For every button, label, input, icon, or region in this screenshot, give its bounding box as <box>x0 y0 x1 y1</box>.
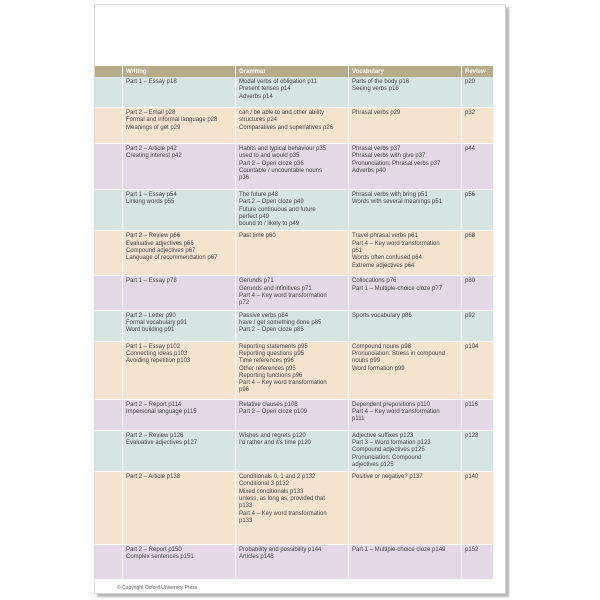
grammar-cell <box>236 77 349 108</box>
vocabulary-cell <box>349 231 462 276</box>
grammar-cell <box>236 190 349 231</box>
writing-cell <box>123 144 236 190</box>
unit-cell <box>95 77 123 108</box>
grammar-line: can / be able to and other ability <box>239 110 325 116</box>
vocabulary-line: Pronunciation: Compound <box>352 454 422 461</box>
vocabulary-line: Phrasal verbs with bring p51 <box>352 192 428 198</box>
vocabulary-line: Phrasal verbs with give p37 <box>352 153 426 160</box>
header-review: Review <box>462 66 494 77</box>
unit-cell <box>95 342 123 400</box>
grammar-line: Time references p96 <box>239 358 294 365</box>
vocabulary-line: Extreme adjectives p64 <box>352 262 415 269</box>
grammar-cell <box>236 276 349 310</box>
vocabulary-cell <box>349 311 462 342</box>
grammar-line: perfect p49 <box>239 213 270 220</box>
writing-cell <box>123 190 236 231</box>
vocabulary-cell <box>349 144 462 190</box>
table-row <box>95 400 494 431</box>
vocabulary-line: Positive or negative? p137 <box>352 474 423 481</box>
writing-line: Part 2 – Letter p90 <box>126 312 176 319</box>
vocabulary-line: p61 <box>352 248 363 255</box>
grammar-line: Part 2 – Open cloze p109 <box>239 408 308 415</box>
grammar-line: have / get something done p85 <box>239 319 322 326</box>
vocabulary-line: Phrasal verbs p37 <box>352 146 401 152</box>
writing-line: Part 2 – Email p28 <box>126 110 176 116</box>
writing-line: Formal vocabulary p91 <box>126 319 188 326</box>
vocabulary-line: p111 <box>352 416 365 423</box>
table-row <box>95 144 494 190</box>
table-row <box>95 545 494 580</box>
grammar-cell <box>236 431 349 472</box>
grammar-line: unless, as long as, provided that <box>239 496 326 503</box>
grammar-line: Part 2 – Open cloze p49 <box>239 199 304 206</box>
writing-line: Part 2 – Report p150 <box>126 547 182 554</box>
vocabulary-cell <box>349 276 462 310</box>
writing-cell <box>123 311 236 342</box>
vocabulary-line: Dependent prepositions p110 <box>352 401 430 408</box>
grammar-cell <box>236 108 349 144</box>
vocabulary-cell <box>349 472 462 545</box>
grammar-cell <box>236 400 349 431</box>
grammar-line: Comparatives and superlatives p26 <box>239 124 334 131</box>
vocabulary-line: Adjective suffixes p123 <box>352 432 414 439</box>
writing-cell <box>123 231 236 276</box>
grammar-line: Part 2 – Open cloze p36 <box>239 160 304 167</box>
vocabulary-line: Pronunciation: Stress in compound <box>352 350 446 357</box>
writing-line: Connecting ideas p103 <box>126 350 188 357</box>
writing-cell <box>123 342 236 400</box>
grammar-line: Part 4 – Key word transformation <box>239 510 327 517</box>
grammar-line: The future p48 <box>239 192 279 198</box>
grammar-line: I'd rather and it's time p120 <box>239 439 311 446</box>
review-cell: p20 <box>462 77 494 108</box>
grammar-line: Future continuous and future <box>239 206 316 213</box>
grammar-line: Reporting functions p96 <box>239 372 303 379</box>
writing-line: Part 2 – Review p66 <box>126 233 181 240</box>
unit-cell <box>95 400 123 431</box>
writing-cell <box>123 431 236 472</box>
grammar-line: p36 <box>239 175 250 182</box>
vocabulary-line: Parts of the body p16 <box>352 79 410 85</box>
header-vocabulary: Vocabulary <box>349 66 462 77</box>
writing-line: Part 1 – Essay p54 <box>126 192 177 198</box>
review-cell: p80 <box>462 276 494 310</box>
vocabulary-line: Collocations p76 <box>352 278 397 285</box>
unit-cell <box>95 231 123 276</box>
table-row <box>95 431 494 472</box>
grammar-line: p96 <box>239 387 250 394</box>
review-cell: p32 <box>462 108 494 144</box>
writing-cell <box>123 472 236 545</box>
review-cell: p140 <box>462 472 494 545</box>
writing-cell <box>123 276 236 310</box>
writing-line: Part 2 – Article p42 <box>126 146 177 152</box>
vocabulary-line: Part 1 – Multiple-choice cloze p77 <box>352 285 443 292</box>
grammar-line: Past time p60 <box>239 233 276 240</box>
vocabulary-line: Part 1 – Multiple-choice cloze p149 <box>352 547 446 554</box>
header-unit <box>95 66 123 77</box>
writing-cell <box>123 400 236 431</box>
writing-line: Avoiding repetition p103 <box>126 358 191 365</box>
vocabulary-line: Part 4 – Key word transformation <box>352 240 440 247</box>
review-cell: p152 <box>462 545 494 580</box>
review-cell: p92 <box>462 311 494 342</box>
table-row <box>95 311 494 342</box>
table-row <box>95 190 494 231</box>
grammar-line: Other references p95 <box>239 365 296 372</box>
writing-line: Word building p91 <box>126 327 175 334</box>
document-page <box>94 4 506 594</box>
unit-cell <box>95 108 123 144</box>
grammar-cell <box>236 545 349 580</box>
writing-line: Part 1 – Essay p18 <box>126 79 177 85</box>
grammar-line: structures p24 <box>239 117 278 124</box>
writing-line: Meanings of get p29 <box>126 124 181 131</box>
vocabulary-cell <box>349 545 462 580</box>
unit-cell <box>95 472 123 545</box>
grammar-line: p133 <box>239 503 253 510</box>
grammar-line: Conditional 3 p132 <box>239 481 290 488</box>
writing-cell <box>123 108 236 144</box>
vocabulary-line: Words often confused p64 <box>352 255 422 262</box>
unit-cell <box>95 144 123 190</box>
table-row <box>95 77 494 108</box>
unit-cell <box>95 545 123 580</box>
unit-cell <box>95 276 123 310</box>
grammar-line: Probability and possibility p144 <box>239 547 322 554</box>
grammar-line: Reporting questions p95 <box>239 350 305 357</box>
grammar-line: Relative clauses p108 <box>239 401 298 408</box>
grammar-line: Adverbs p14 <box>239 93 273 100</box>
vocabulary-line: Words with several meanings p51 <box>352 199 442 206</box>
unit-cell <box>95 190 123 231</box>
writing-line: Part 2 – Report p114 <box>126 401 182 408</box>
writing-line: Complex sentences p151 <box>126 554 194 561</box>
grammar-line: bound to / likely to p49 <box>239 221 300 228</box>
writing-line: Creating interest p42 <box>126 153 182 160</box>
grammar-line: Wishes and regrets p120 <box>239 432 306 439</box>
vocabulary-cell <box>349 77 462 108</box>
table-row <box>95 342 494 400</box>
vocabulary-line: Travel phrasal verbs p61 <box>352 233 418 240</box>
header-writing: Writing <box>123 66 236 77</box>
grammar-line: Countable / uncountable nouns <box>239 167 323 174</box>
vocabulary-line: Compound nouns p98 <box>352 343 412 350</box>
unit-cell <box>95 311 123 342</box>
vocabulary-line: Sports vocabulary p86 <box>352 312 412 319</box>
vocabulary-line: Part 4 – Key word transformation <box>352 408 440 415</box>
review-cell: p68 <box>462 231 494 276</box>
writing-line: Part 2 – Article p138 <box>126 474 181 481</box>
writing-line: Part 2 – Review p126 <box>126 432 184 439</box>
writing-line: Evaluative adjectives p127 <box>126 439 198 446</box>
review-cell: p128 <box>462 431 494 472</box>
grammar-line: Reporting statements p95 <box>239 343 308 350</box>
vocabulary-line: Adverbs p40 <box>352 167 386 174</box>
grammar-line: p133 <box>239 517 253 524</box>
review-cell: p116 <box>462 400 494 431</box>
vocabulary-line: Phrasal verbs p29 <box>352 110 401 116</box>
writing-line: Evaluative adjectives p66 <box>126 240 194 247</box>
table-row <box>95 276 494 310</box>
grammar-line: Habits and typical behaviour p35 <box>239 146 327 152</box>
vocabulary-cell <box>349 190 462 231</box>
vocabulary-cell <box>349 108 462 144</box>
table-row <box>95 108 494 144</box>
grammar-line: Present tenses p14 <box>239 86 291 93</box>
table-row <box>95 472 494 545</box>
grammar-line: Part 4 – Key word transformation <box>239 380 327 387</box>
table-row <box>95 231 494 276</box>
writing-line: Impersonal language p115 <box>126 408 197 415</box>
grammar-cell <box>236 144 349 190</box>
writing-line: Language of recommendation p67 <box>126 255 218 262</box>
grammar-line: Part 4 – Key word transformation <box>239 293 327 300</box>
grammar-line: Passive verbs p84 <box>239 312 289 319</box>
review-cell: p44 <box>462 144 494 190</box>
grammar-line: Gerunds p71 <box>239 278 274 285</box>
writing-line: Formal and informal language p28 <box>126 117 218 124</box>
vocabulary-cell <box>349 431 462 472</box>
header-grammar: Grammar <box>236 66 349 77</box>
writing-line: Part 1 – Essay p78 <box>126 278 177 285</box>
writing-cell <box>123 545 236 580</box>
vocabulary-line: nouns p99 <box>352 358 381 365</box>
table-header-row <box>95 66 494 77</box>
review-cell: p104 <box>462 342 494 400</box>
grammar-line: Modal verbs of obligation p11 <box>239 79 317 85</box>
grammar-cell <box>236 311 349 342</box>
grammar-cell <box>236 342 349 400</box>
grammar-cell <box>236 472 349 545</box>
grammar-line: Conditionals 0, 1 and 2 p132 <box>239 474 316 481</box>
grammar-line: Part 2 – Open cloze p85 <box>239 327 304 334</box>
grammar-cell <box>236 231 349 276</box>
grammar-line: Articles p148 <box>239 554 274 561</box>
contents-table <box>95 66 494 580</box>
writing-line: Compound adjectives p67 <box>126 248 196 255</box>
vocabulary-line: Pronunciation: Phrasal verbs p37 <box>352 160 441 167</box>
vocabulary-line: Part 3 – Word formation p123 <box>352 439 431 446</box>
vocabulary-line: adjectives p125 <box>352 461 394 468</box>
review-cell: p56 <box>462 190 494 231</box>
grammar-line: Gerunds and infinitives p71 <box>239 285 312 292</box>
vocabulary-line: Word formation p99 <box>352 365 405 372</box>
vocabulary-line: Seeing verbs p16 <box>352 86 399 93</box>
writing-line: Linking words p55 <box>126 199 175 206</box>
grammar-line: p72 <box>239 300 250 307</box>
grammar-line: Mixed conditionals p133 <box>239 488 304 495</box>
copyright-text: © Copyright Oxford University Press <box>117 585 198 591</box>
vocabulary-line: Compound adjectives p125 <box>352 447 425 454</box>
writing-line: Part 1 – Essay p102 <box>126 343 181 350</box>
vocabulary-cell <box>349 400 462 431</box>
unit-cell <box>95 431 123 472</box>
grammar-line: used to and would p35 <box>239 153 300 160</box>
vocabulary-cell <box>349 342 462 400</box>
writing-cell <box>123 77 236 108</box>
